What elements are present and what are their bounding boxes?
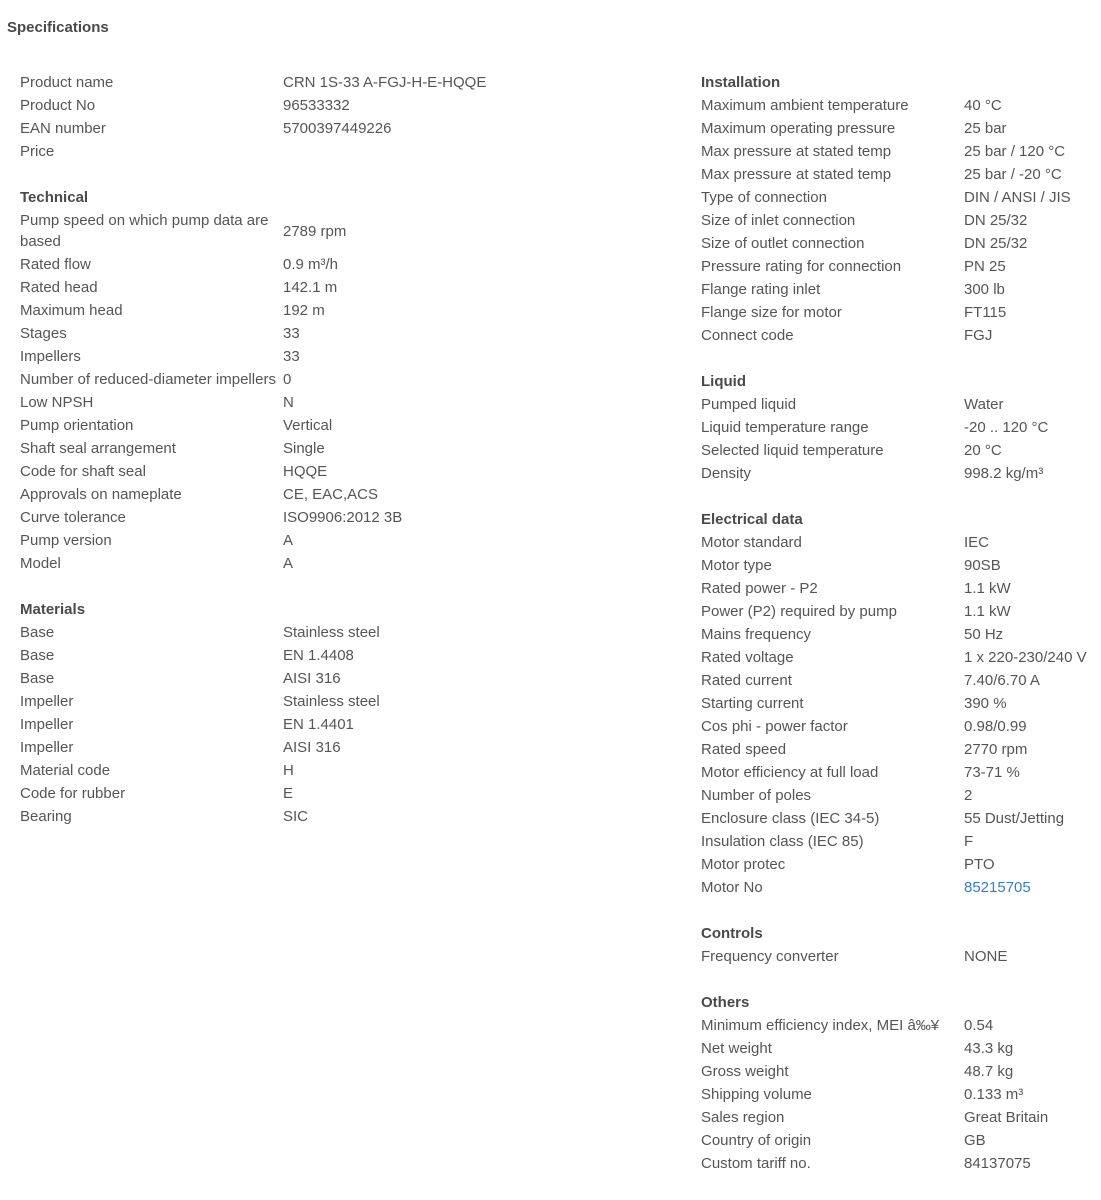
spec-row xyxy=(701,416,1101,439)
spec-row xyxy=(20,644,540,667)
section-title: Technical xyxy=(20,189,89,206)
spec-row xyxy=(701,761,1101,784)
spec-value: CRN 1S-33 A-FGJ-H-E-HQQE xyxy=(283,74,487,91)
spec-label: Pump version xyxy=(20,532,112,549)
spec-label: Material code xyxy=(20,762,111,779)
spec-label: Connect code xyxy=(701,327,794,344)
spec-value: 50 Hz xyxy=(964,626,1004,643)
spec-label: Rated flow xyxy=(20,256,91,273)
spec-label: Flange rating inlet xyxy=(701,281,821,298)
spec-value: 7.40/6.70 A xyxy=(964,672,1040,689)
section-title: Others xyxy=(701,994,750,1011)
spec-value: Great Britain xyxy=(964,1109,1049,1126)
spec-value: Single xyxy=(283,440,325,457)
spec-row xyxy=(701,324,1101,347)
spec-label: Shaft seal arrangement xyxy=(20,440,176,457)
spec-row xyxy=(701,1106,1101,1129)
spec-label: Motor type xyxy=(701,557,772,574)
spec-row xyxy=(701,830,1101,853)
spec-row xyxy=(701,945,1101,968)
spec-label: Product No xyxy=(20,97,96,114)
motor-no-link[interactable]: 85215705 xyxy=(964,879,1031,896)
spec-row xyxy=(701,393,1101,416)
spec-value: Vertical xyxy=(283,417,333,434)
spec-label: Product name xyxy=(20,74,114,91)
spec-label: Pressure rating for connection xyxy=(701,258,902,275)
spec-label: Net weight xyxy=(701,1040,772,1057)
spec-value: SIC xyxy=(283,808,309,825)
spec-row xyxy=(701,1129,1101,1152)
spec-label: Rated head xyxy=(20,279,98,296)
spec-label: Country of origin xyxy=(701,1132,812,1149)
spec-value: HQQE xyxy=(283,463,328,480)
spec-value: 1 x 220-230/240 V xyxy=(964,649,1087,666)
spec-label: Code for rubber xyxy=(20,785,126,802)
spec-row xyxy=(20,713,540,736)
spec-row xyxy=(701,255,1101,278)
spec-value: 0.54 xyxy=(964,1017,994,1034)
spec-label: Impeller xyxy=(20,693,74,710)
section-title: Controls xyxy=(701,925,763,942)
electrical-section xyxy=(701,508,1101,899)
spec-label: Base xyxy=(20,670,55,687)
spec-value: 96533332 xyxy=(283,97,350,114)
spec-value: 25 bar / -20 °C xyxy=(964,166,1062,183)
spec-label: Pump speed on which pump data are based xyxy=(20,212,269,250)
general-section xyxy=(20,71,540,163)
spec-row xyxy=(701,140,1101,163)
spec-label: Mains frequency xyxy=(701,626,812,643)
liquid-section xyxy=(701,370,1101,485)
spec-value: H xyxy=(283,762,294,779)
spec-label: Gross weight xyxy=(701,1063,789,1080)
spec-value: PTO xyxy=(964,856,995,873)
spec-label: Liquid temperature range xyxy=(701,419,869,436)
spec-row xyxy=(701,853,1101,876)
spec-value: CE, EAC,ACS xyxy=(283,486,379,503)
spec-row xyxy=(20,552,540,575)
spec-row xyxy=(701,278,1101,301)
spec-value: 142.1 m xyxy=(283,279,338,296)
spec-row xyxy=(20,140,540,163)
spec-row xyxy=(701,646,1101,669)
spec-value: 0.9 m³/h xyxy=(283,256,339,273)
spec-row xyxy=(20,759,540,782)
spec-label: Motor standard xyxy=(701,534,802,551)
spec-row xyxy=(20,414,540,437)
spec-row xyxy=(20,94,540,117)
spec-value: Stainless steel xyxy=(283,624,380,641)
spec-row xyxy=(701,232,1101,255)
spec-row xyxy=(701,1152,1101,1175)
spec-value: -20 .. 120 °C xyxy=(964,419,1049,436)
spec-row xyxy=(701,1037,1101,1060)
spec-value: 192 m xyxy=(283,302,325,319)
spec-value: 1.1 kW xyxy=(964,580,1011,597)
section-title: Installation xyxy=(701,74,781,91)
spec-value: A xyxy=(283,532,294,549)
spec-label: Motor efficiency at full load xyxy=(701,764,879,781)
spec-value: 90SB xyxy=(964,557,1001,574)
spec-label: EAN number xyxy=(20,120,106,137)
spec-row xyxy=(701,554,1101,577)
spec-value: 43.3 kg xyxy=(964,1040,1014,1057)
spec-row xyxy=(701,94,1101,117)
spec-label: Insulation class (IEC 85) xyxy=(701,833,864,850)
spec-value: 0.98/0.99 xyxy=(964,718,1027,735)
spec-label: Price xyxy=(20,143,55,160)
spec-value: 84137075 xyxy=(964,1155,1031,1172)
spec-value: FT115 xyxy=(964,304,1007,321)
spec-label: Impeller xyxy=(20,716,74,733)
spec-label: Number of reduced-diameter impellers xyxy=(20,371,276,388)
spec-label: Base xyxy=(20,647,55,664)
spec-label: Starting current xyxy=(701,695,804,712)
spec-row xyxy=(20,71,540,94)
spec-row xyxy=(20,782,540,805)
spec-label: Pump orientation xyxy=(20,417,134,434)
spec-row xyxy=(701,784,1101,807)
spec-value: DN 25/32 xyxy=(964,235,1028,252)
spec-row xyxy=(701,692,1101,715)
spec-value: 20 °C xyxy=(964,442,1002,459)
spec-value: 55 Dust/Jetting xyxy=(964,810,1065,827)
spec-label: Type of connection xyxy=(701,189,827,206)
spec-row xyxy=(701,577,1101,600)
spec-row xyxy=(20,253,540,276)
spec-row xyxy=(20,117,540,140)
spec-value: A xyxy=(283,555,294,572)
spec-row xyxy=(701,669,1101,692)
spec-value: 2770 rpm xyxy=(964,741,1028,758)
materials-section xyxy=(20,598,540,828)
spec-row xyxy=(701,439,1101,462)
spec-value: Stainless steel xyxy=(283,693,380,710)
spec-label: Motor No xyxy=(701,879,763,896)
spec-row xyxy=(701,600,1101,623)
spec-label: Max pressure at stated temp xyxy=(701,143,892,160)
spec-value: EN 1.4408 xyxy=(283,647,354,664)
spec-row xyxy=(701,117,1101,140)
section-title: Liquid xyxy=(701,373,746,390)
spec-row xyxy=(701,209,1101,232)
spec-label: Maximum head xyxy=(20,302,123,319)
spec-row xyxy=(20,483,540,506)
spec-label: Approvals on nameplate xyxy=(20,486,182,503)
spec-value: 73-71 % xyxy=(964,764,1020,781)
spec-row xyxy=(20,437,540,460)
others-section xyxy=(701,991,1101,1175)
spec-value: 0.133 m³ xyxy=(964,1086,1024,1103)
spec-label: Frequency converter xyxy=(701,948,839,965)
spec-row xyxy=(20,621,540,644)
section-title: Electrical data xyxy=(701,511,803,528)
spec-label: Minimum efficiency index, MEI â‰¥ xyxy=(701,1017,940,1034)
spec-row xyxy=(20,368,540,391)
spec-row xyxy=(701,462,1101,485)
specs-right-column xyxy=(701,71,1101,1198)
spec-label: Code for shaft seal xyxy=(20,463,146,480)
spec-value: 40 °C xyxy=(964,97,1002,114)
spec-value: NONE xyxy=(964,948,1008,965)
spec-row xyxy=(20,529,540,552)
spec-value: AISI 316 xyxy=(283,670,341,687)
spec-value: IEC xyxy=(964,534,990,551)
spec-row xyxy=(20,667,540,690)
spec-row xyxy=(20,460,540,483)
spec-label: Pumped liquid xyxy=(701,396,797,413)
spec-label: Number of poles xyxy=(701,787,812,804)
spec-row xyxy=(20,209,540,253)
spec-value: N xyxy=(283,394,294,411)
spec-label: Maximum operating pressure xyxy=(701,120,896,137)
spec-value: Water xyxy=(964,396,1004,413)
spec-label: Cos phi - power factor xyxy=(701,718,848,735)
spec-value: F xyxy=(964,833,974,850)
spec-row xyxy=(20,322,540,345)
spec-value: 25 bar xyxy=(964,120,1007,137)
spec-row xyxy=(701,715,1101,738)
spec-value: AISI 316 xyxy=(283,739,341,756)
spec-row xyxy=(20,805,540,828)
spec-value: FGJ xyxy=(964,327,993,344)
spec-value: 390 % xyxy=(964,695,1007,712)
spec-label: Enclosure class (IEC 34-5) xyxy=(701,810,880,827)
spec-row xyxy=(701,186,1101,209)
section-title: Materials xyxy=(20,601,86,618)
spec-label: Maximum ambient temperature xyxy=(701,97,909,114)
spec-row xyxy=(20,299,540,322)
spec-label: Low NPSH xyxy=(20,394,94,411)
spec-label: Rated power - P2 xyxy=(701,580,818,597)
spec-row xyxy=(20,690,540,713)
controls-section xyxy=(701,922,1101,968)
spec-label: Sales region xyxy=(701,1109,785,1126)
spec-value: ISO9906:2012 3B xyxy=(283,509,403,526)
spec-label: Custom tariff no. xyxy=(701,1155,811,1172)
spec-value: PN 25 xyxy=(964,258,1006,275)
spec-row xyxy=(701,807,1101,830)
spec-row xyxy=(701,163,1101,186)
spec-value: 5700397449226 xyxy=(283,120,392,137)
spec-value: 2 xyxy=(964,787,973,804)
spec-label: Power (P2) required by pump xyxy=(701,603,897,620)
spec-value: E xyxy=(283,785,294,802)
spec-row xyxy=(20,506,540,529)
spec-row xyxy=(701,738,1101,761)
spec-row xyxy=(701,1083,1101,1106)
spec-label: Shipping volume xyxy=(701,1086,812,1103)
installation-section xyxy=(701,71,1101,347)
spec-value: 2789 rpm xyxy=(283,222,347,240)
spec-value: 300 lb xyxy=(964,281,1005,298)
spec-row xyxy=(701,531,1101,554)
spec-row xyxy=(701,876,1101,899)
spec-label: Max pressure at stated temp xyxy=(701,166,892,183)
spec-value: 0 xyxy=(283,371,292,388)
spec-label: Size of inlet connection xyxy=(701,212,856,229)
spec-label: Bearing xyxy=(20,808,72,825)
technical-section xyxy=(20,186,540,575)
spec-label: Base xyxy=(20,624,55,641)
spec-value: DIN / ANSI / JIS xyxy=(964,189,1071,206)
spec-row xyxy=(20,736,540,759)
spec-label: Rated speed xyxy=(701,741,787,758)
spec-label: Motor protec xyxy=(701,856,786,873)
spec-label: Model xyxy=(20,555,61,572)
spec-value: 33 xyxy=(283,348,300,365)
specs-left-column xyxy=(20,71,540,851)
spec-value: 1.1 kW xyxy=(964,603,1011,620)
spec-value: DN 25/32 xyxy=(964,212,1028,229)
spec-row xyxy=(20,345,540,368)
spec-value: 25 bar / 120 °C xyxy=(964,143,1066,160)
spec-value: GB xyxy=(964,1132,986,1149)
spec-value: 33 xyxy=(283,325,300,342)
spec-label: Size of outlet connection xyxy=(701,235,865,252)
spec-label: Curve tolerance xyxy=(20,509,126,526)
spec-row xyxy=(701,1060,1101,1083)
spec-label: Impellers xyxy=(20,348,81,365)
spec-value: EN 1.4401 xyxy=(283,716,354,733)
spec-value: 48.7 kg xyxy=(964,1063,1014,1080)
spec-label: Stages xyxy=(20,325,67,342)
spec-row xyxy=(701,301,1101,324)
spec-label: Flange size for motor xyxy=(701,304,842,321)
page-title: Specifications xyxy=(7,19,109,36)
spec-label: Rated current xyxy=(701,672,792,689)
spec-label: Impeller xyxy=(20,739,74,756)
spec-row xyxy=(20,391,540,414)
spec-row xyxy=(701,1014,1101,1037)
spec-value: 998.2 kg/m³ xyxy=(964,465,1044,482)
spec-label: Rated voltage xyxy=(701,649,794,666)
spec-label: Selected liquid temperature xyxy=(701,442,884,459)
spec-row xyxy=(701,623,1101,646)
spec-row xyxy=(20,276,540,299)
spec-label: Density xyxy=(701,465,752,482)
